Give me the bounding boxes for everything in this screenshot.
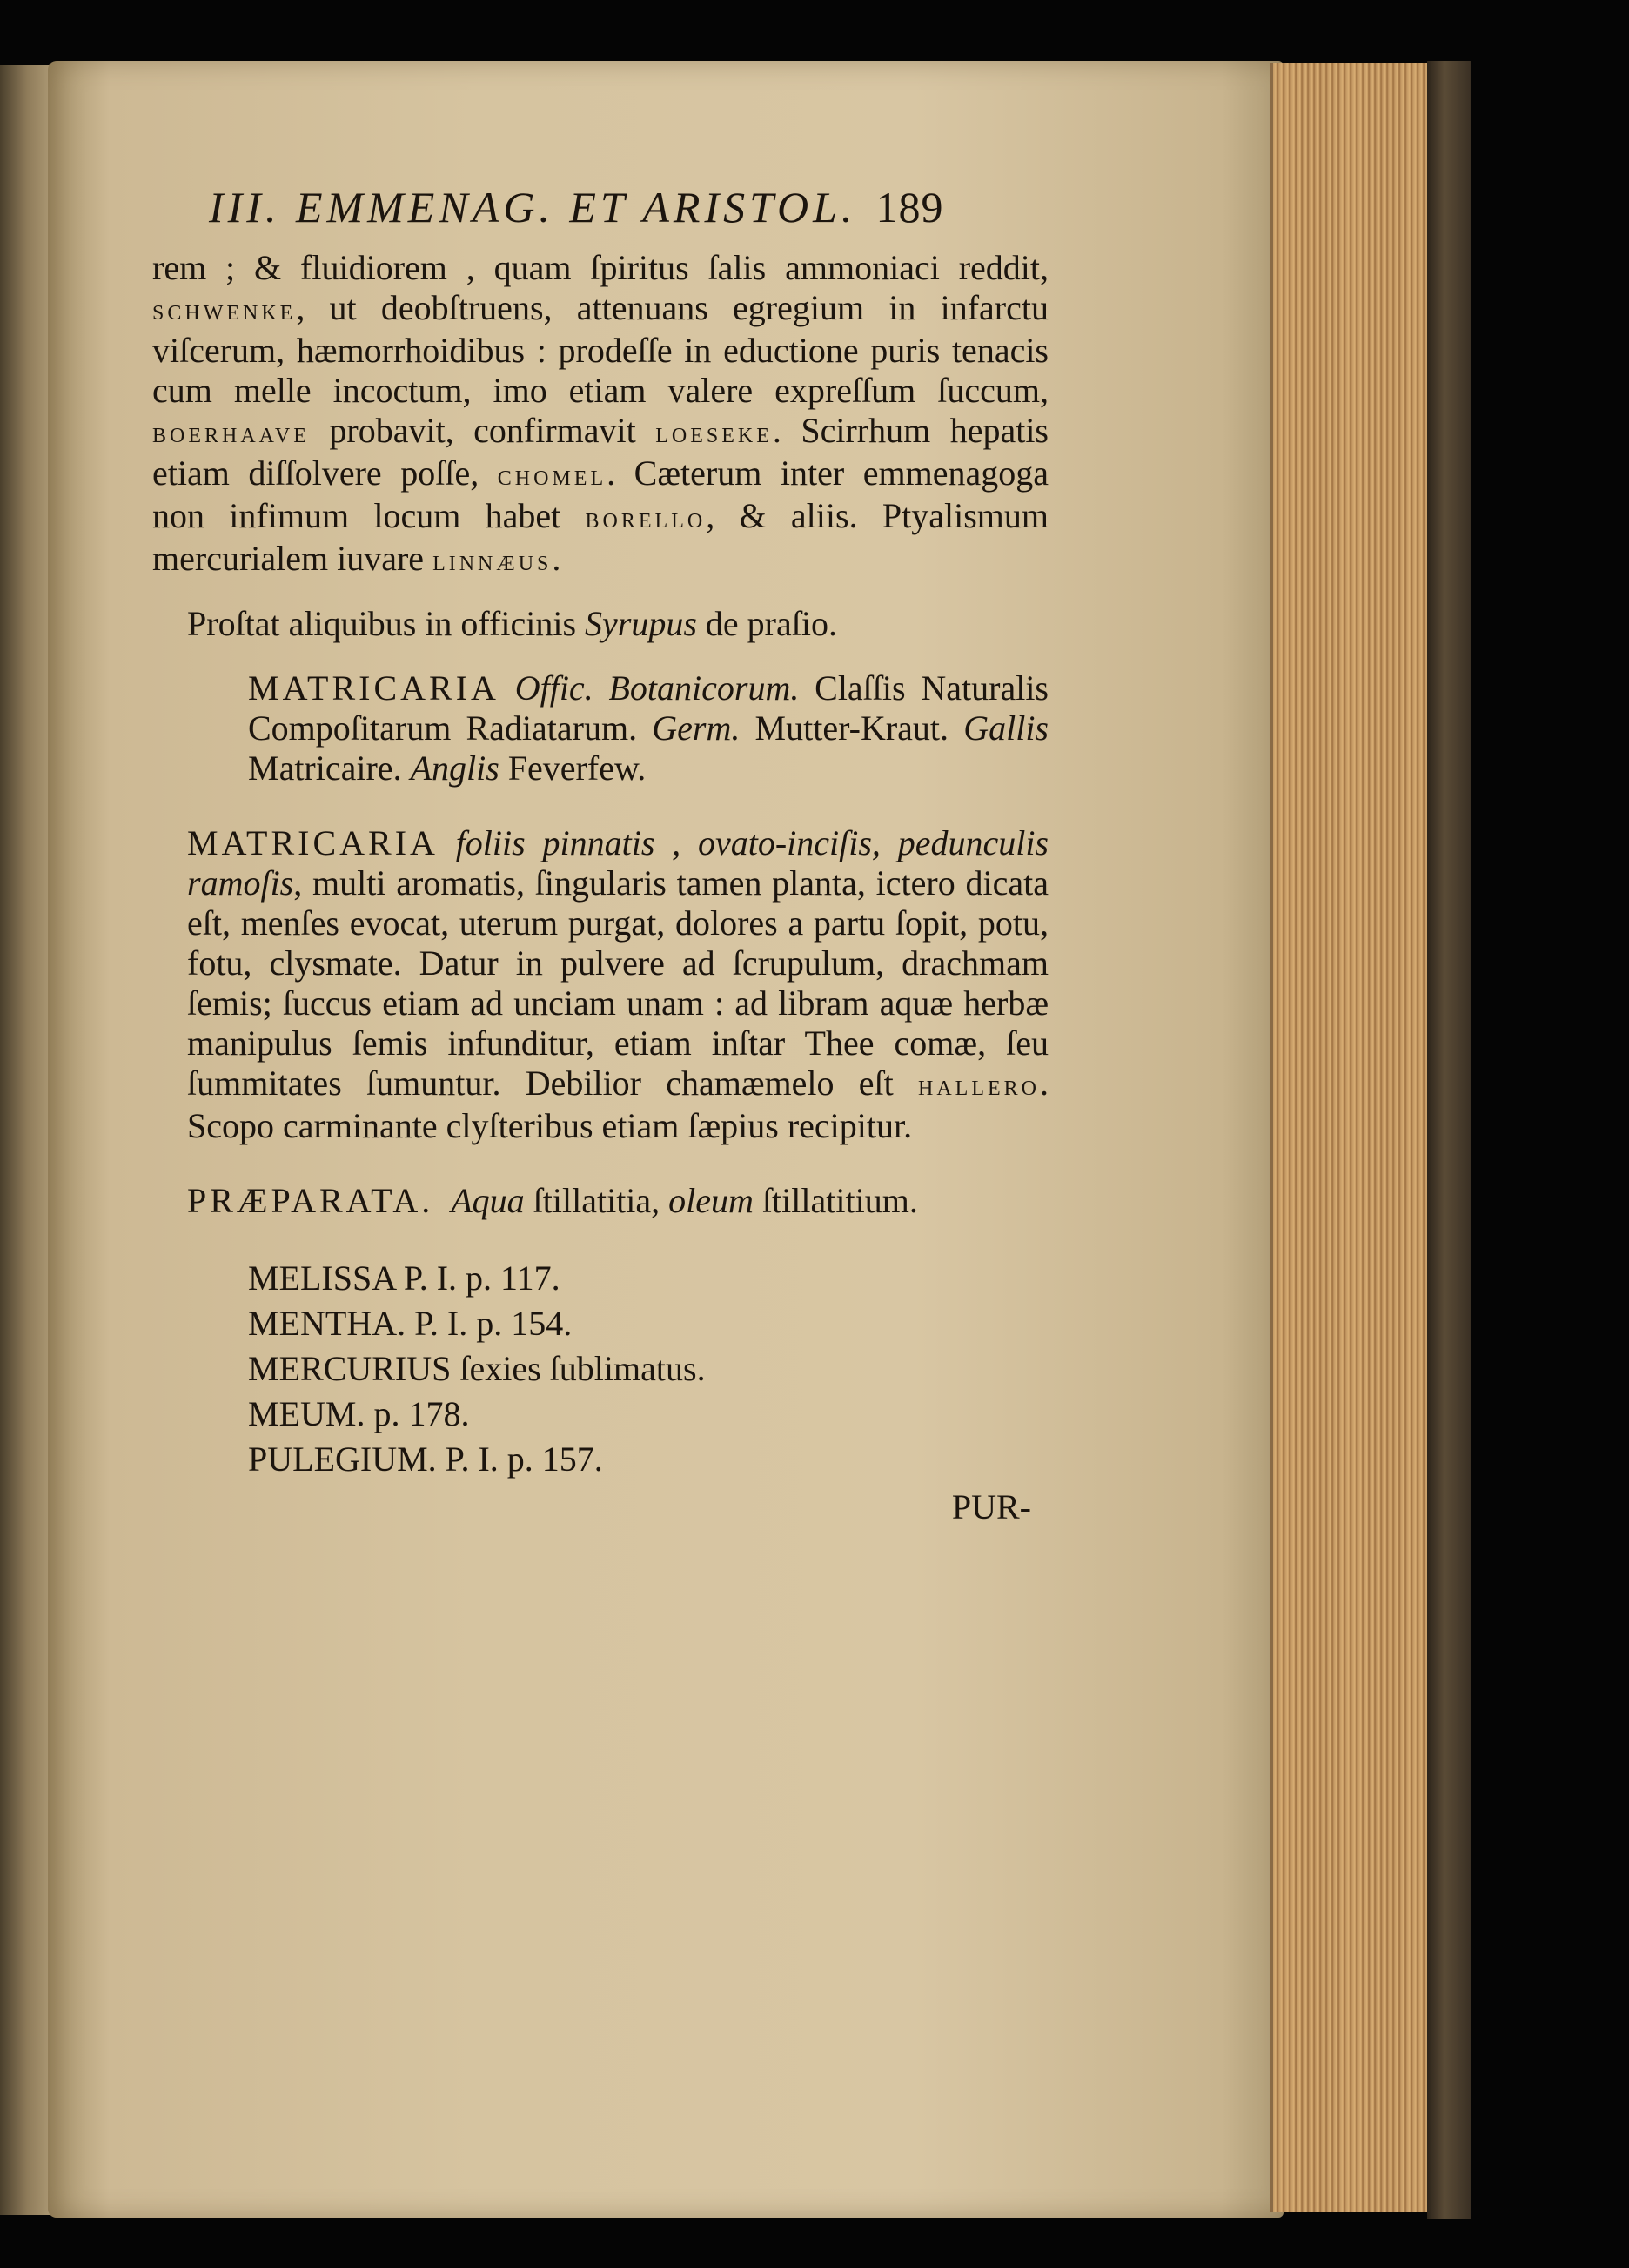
matricaria-entry: [248, 668, 1049, 788]
italic-text: Offic. Botanicorum.: [514, 668, 800, 708]
list-item: MELISSA P. I. p. 117.: [248, 1258, 560, 1298]
running-head-title: III. EMMENAG. ET ARISTOL.: [209, 183, 857, 231]
italic-text: Germ.: [652, 708, 741, 748]
catchword: PUR-: [951, 1487, 1031, 1527]
praeparata-paragraph: [187, 1181, 1049, 1221]
author-name: boerhaave: [152, 417, 310, 449]
cross-reference-list: [248, 1256, 1049, 1482]
text-run: rem ; & fluidiorem , quam ſpiritus ſalis ammoniaci reddit,: [152, 248, 1049, 287]
text-run: Mutter-Kraut.: [740, 708, 964, 748]
italic-text: Syrupus: [585, 604, 697, 643]
italic-text: foliis pinnatis , ovato-inciſis, pedunculis ramoſis: [187, 823, 1049, 903]
list-item: MEUM. p. 178.: [248, 1394, 470, 1433]
author-name: hallero: [918, 1070, 1040, 1102]
author-name: linnæus: [432, 545, 553, 577]
page-text: [152, 183, 1049, 1527]
author-name: chomel: [497, 460, 607, 492]
text-run: Proſtat aliquibus in officinis: [187, 604, 586, 643]
text-run: de praſio.: [696, 604, 837, 643]
matricaria-description: [187, 823, 1049, 1146]
paragraph-continued: [152, 248, 1049, 581]
text-run: .: [552, 539, 561, 578]
italic-text: Aqua: [451, 1181, 525, 1220]
list-item: PULEGIUM. P. I. p. 157.: [248, 1439, 603, 1479]
text-run: , multi aromatis, ſingularis tamen planta, ictero dicata eſt, menſes evocat, uterum purgat, dolores a partu ſopit, potu, fotu, clysmate. Datur in pulvere ad ſcrupulum, drachmam ſemis; ſuccus etiam ad unciam unam : ad libram aquæ herbæ manipulus ſemis infunditur, etiam inſtar Thee comæ, ſeu ſummitates ſumuntur. Debilior chamæmelo eſt: [187, 863, 1049, 1103]
text-run: Feverfew.: [499, 748, 647, 788]
text-run: Matricaire.: [248, 748, 411, 788]
page-number: 189: [875, 183, 944, 231]
praeparata-label: PRÆPARATA.: [187, 1181, 434, 1220]
italic-text: Anglis: [410, 748, 499, 788]
entry-heading: MATRICARIA: [187, 823, 439, 862]
author-name: schwenke: [152, 294, 297, 326]
text-run: ſtillatitium.: [753, 1181, 918, 1220]
text-run: probavit, confirmavit: [309, 411, 656, 450]
running-header: [209, 183, 1049, 231]
text-run: . Scirrhum hepatis etiam diſſolvere poſſe,: [152, 411, 1049, 493]
entry-heading: MATRICARIA: [248, 668, 499, 708]
italic-text: oleum: [668, 1181, 754, 1220]
text-run: Claſſis Naturalis Compoſitarum Radiatarum.: [248, 668, 1049, 748]
author-name: loeseke: [655, 417, 773, 449]
author-name: borello: [585, 502, 707, 534]
text-run: . Cæterum inter emmenagoga non infimum locum habet: [152, 453, 1049, 535]
text-run: . Scopo carminante clyſteribus etiam ſæpius recipitur.: [187, 1064, 1049, 1145]
italic-text: Gallis: [963, 708, 1049, 748]
list-item: MENTHA. P. I. p. 154.: [248, 1304, 573, 1343]
text-run: , & aliis. Ptyalismum mercurialem iuvare: [152, 496, 1049, 578]
paragraph-syrupus: [187, 604, 1049, 644]
text-run: , ut deobſtruens, attenuans egregium in infarctu viſcerum, hæmorrhoidibus : prodeſſe in eductione puris tenacis cum melle incoctum, imo etiam valere expreſſum ſuccum,: [152, 288, 1049, 410]
book-cover: [1427, 61, 1471, 2219]
list-item: MERCURIUS ſexies ſublimatus.: [248, 1349, 706, 1388]
text-run: ſtillatitia,: [524, 1181, 669, 1220]
